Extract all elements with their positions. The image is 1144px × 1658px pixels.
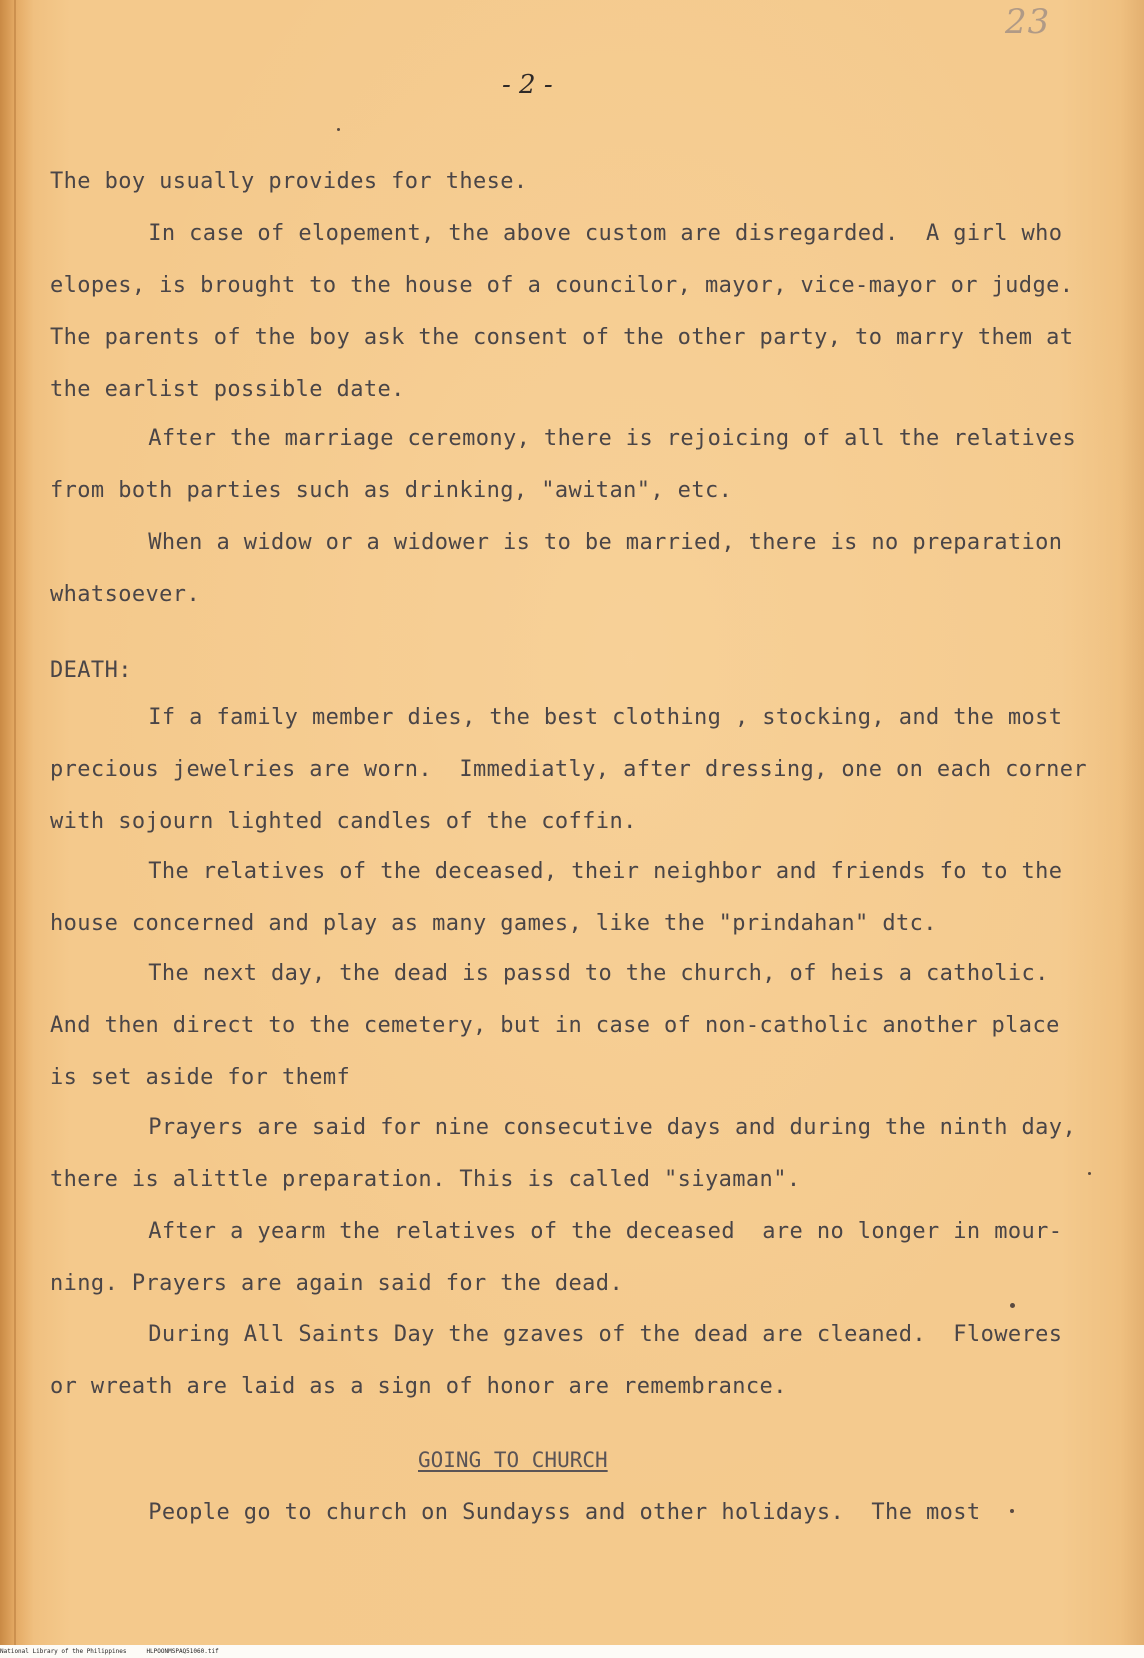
body-line: ning. Prayers are again said for the dead.	[50, 1271, 624, 1296]
archive-page-number: 23	[1005, 2, 1051, 42]
body-line: When a widow or a widower is to be married, there is no preparation	[80, 530, 1063, 555]
body-line: And then direct to the cemetery, but in case of non-catholic another place	[50, 1013, 1060, 1038]
body-line: Prayers are said for nine consecutive days and during the ninth day,	[80, 1115, 1077, 1140]
paper-speck	[1010, 1303, 1015, 1308]
body-line: After a yearm the relatives of the deceased are no longer in mour-	[80, 1219, 1063, 1244]
body-line: with sojourn lighted candles of the coffin.	[50, 809, 637, 834]
paper-speck	[337, 128, 340, 131]
body-line: or wreath are laid as a sign of honor are remembrance.	[50, 1374, 787, 1399]
footer-filename: HLPOONMSPAQ51060.tif	[146, 1648, 219, 1655]
body-line: the earlist possible date.	[50, 377, 405, 402]
body-line: from both parties such as drinking, "awitan", etc.	[50, 478, 733, 503]
body-line: If a family member dies, the best clothing , stocking, and the most	[80, 705, 1063, 730]
body-line: is set aside for themf	[50, 1065, 351, 1090]
body-line: precious jewelries are worn. Immediatly, after dressing, one on each corner	[50, 757, 1088, 782]
page-edge-shadow	[14, 0, 16, 1645]
body-line: People go to church on Sundayss and other holidays. The most	[80, 1500, 981, 1525]
body-line: The boy usually provides for these.	[50, 169, 528, 194]
body-line: In case of elopement, the above custom are disregarded. A girl who	[80, 221, 1063, 246]
body-line: house concerned and play as many games, like the "prindahan" dtc.	[50, 911, 937, 936]
body-line: whatsoever.	[50, 582, 201, 607]
section-label-death: DEATH:	[50, 658, 132, 683]
body-line: After the marriage ceremony, there is rejoicing of all the relatives	[80, 426, 1077, 451]
footer-library: National Library of the Philippines	[0, 1648, 127, 1655]
body-line: The relatives of the deceased, their neighbor and friends fo to the	[80, 859, 1063, 884]
body-line: The parents of the boy ask the consent of the other party, to marry them at	[50, 325, 1074, 350]
paper-speck	[1010, 1509, 1014, 1513]
body-line: The next day, the dead is passd to the church, of heis a catholic.	[80, 961, 1049, 986]
body-line: During All Saints Day the gzaves of the dead are cleaned. Floweres	[80, 1322, 1063, 1347]
paper-speck	[1088, 1172, 1091, 1175]
page-number: - 2 -	[502, 70, 553, 100]
scan-footer	[0, 1645, 1144, 1658]
body-line: elopes, is brought to the house of a councilor, mayor, vice-mayor or judge.	[50, 273, 1074, 298]
body-line: there is alittle preparation. This is called "siyaman".	[50, 1167, 801, 1192]
section-heading: GOING TO CHURCH	[418, 1448, 608, 1472]
